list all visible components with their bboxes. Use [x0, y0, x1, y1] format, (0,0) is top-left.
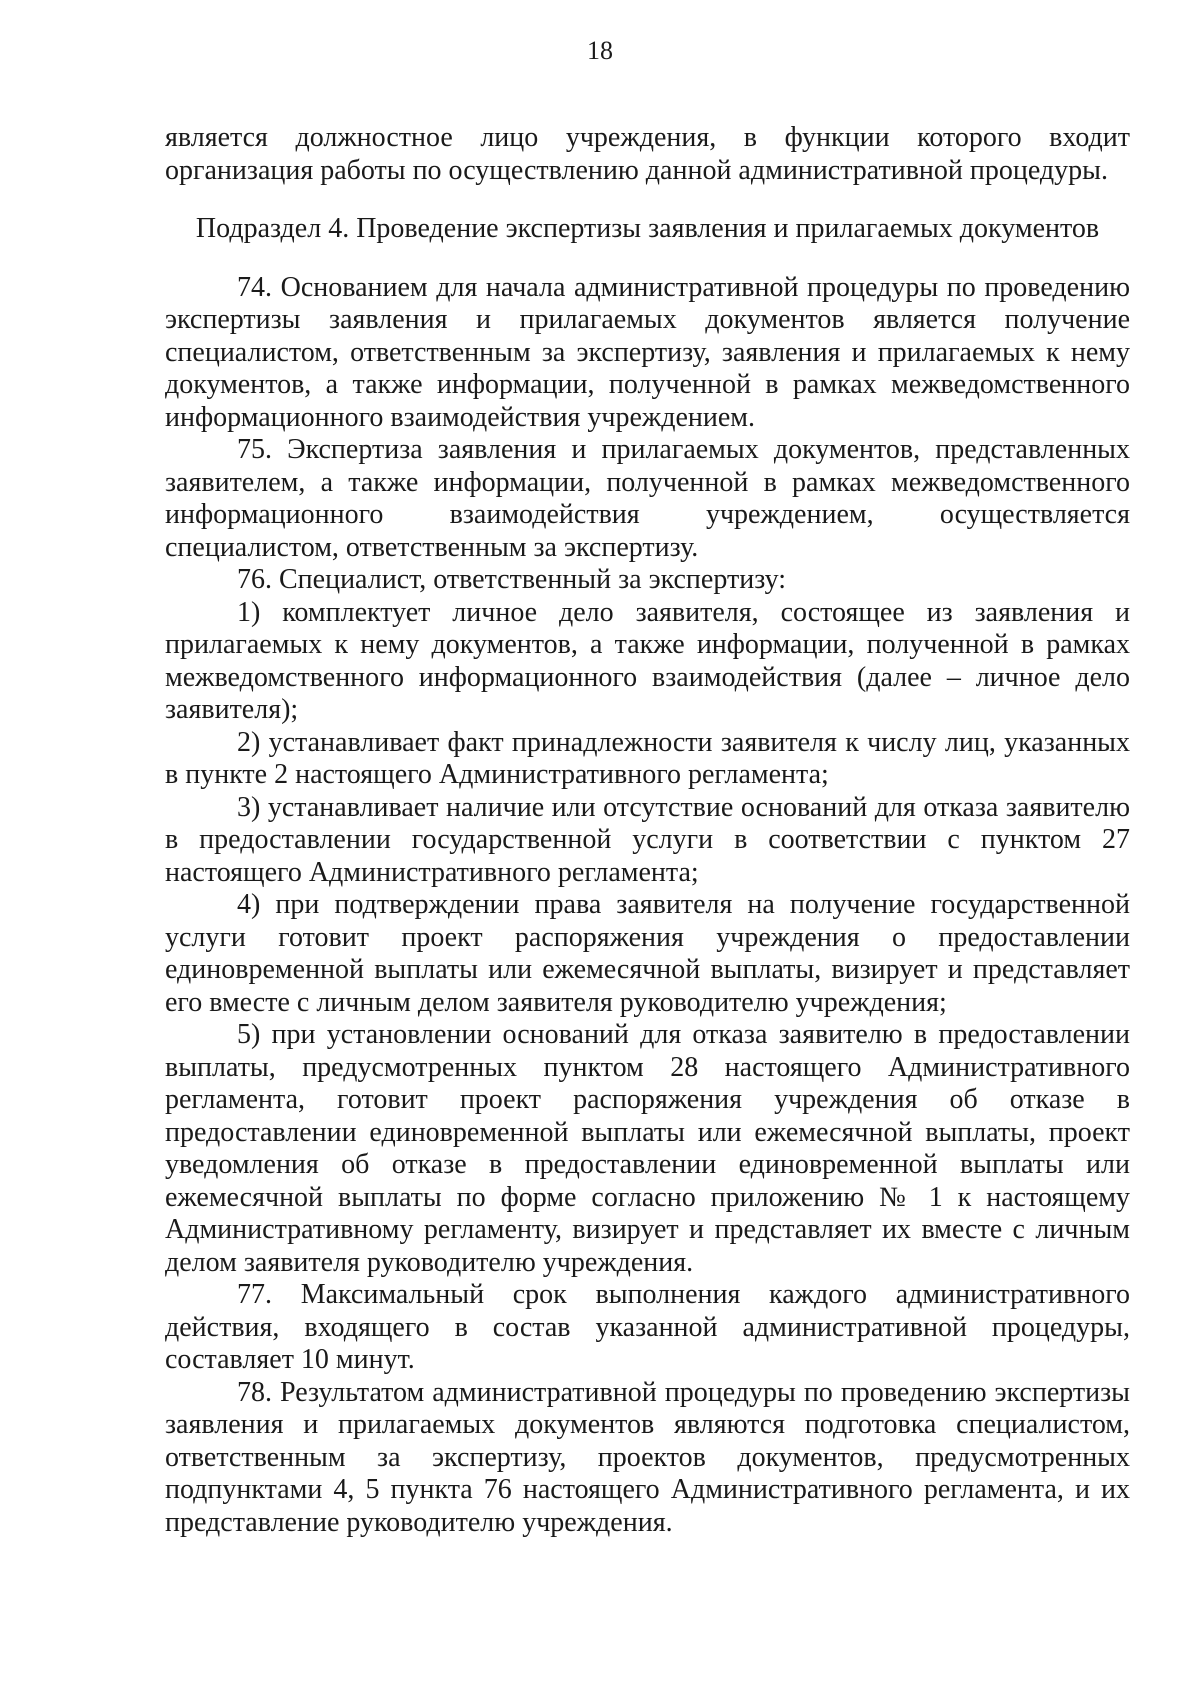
- subparagraph-76-5: 5) при установлении оснований для отказа заявителю в предоставлении выплаты, предусмотренных пунктом 28 настоящего Административного регламента, готовит проект распоряжения учреждения об отказе в предоставлении единовременной выплаты или ежемесячной выплаты, проект уведомления об отказе в предоставлении единовременной выплаты или ежемесячной выплаты по форме согласно приложению № 1 к настоящему Административному регламенту, визирует и представляет их вместе с личным делом заявителя руководителю учреждения.: [165, 1019, 1130, 1278]
- paragraph-76: 76. Специалист, ответственный за экспертизу:: [237, 564, 787, 595]
- subsection-title: Подраздел 4. Проведение экспертизы заявления и прилагаемых документов: [195, 213, 1100, 244]
- document-body: [165, 122, 1130, 1539]
- subparagraph-76-3: 3) устанавливает наличие или отсутствие оснований для отказа заявителю в предоставлении государственной услуги в соответствии с пунктом 27 настоящего Административного регламента;: [165, 791, 1130, 888]
- subparagraph-76-1: 1) комплектует личное дело заявителя, состоящее из заявления и прилагаемых к нему документов, а также информации, полученной в рамках межведомственного информационного взаимодействия (далее – личное дело заявителя);: [165, 596, 1130, 725]
- intro-paragraph: является должностное лицо учреждения, в функции которого входит организация работы по осуществлению данной административной процедуры.: [165, 122, 1130, 186]
- paragraph-77: 77. Максимальный срок выполнения каждого административного действия, входящего в состав указанной административной процедуры, составляет 10 минут.: [165, 1279, 1130, 1375]
- page-number: 18: [587, 36, 613, 65]
- paragraph-75: 75. Экспертиза заявления и прилагаемых документов, представленных заявителем, а также информации, полученной в рамках межведомственного информационного взаимодействия учреждением, осуществляется специалистом, ответственным за экспертизу.: [165, 434, 1130, 563]
- subparagraph-76-2: 2) устанавливает факт принадлежности заявителя к числу лиц, указанных в пункте 2 настоящего Административного регламента;: [165, 726, 1130, 790]
- paragraph-78: 78. Результатом административной процедуры по проведению экспертизы заявления и прилагаемых документов являются подготовка специалистом, ответственным за экспертизу, проектов документов, предусмотренных подпунктами 4, 5 пункта 76 настоящего Административного регламента, и их представление руководителю учреждения.: [165, 1376, 1130, 1538]
- subparagraph-76-4: 4) при подтверждении права заявителя на получение государственной услуги готовит проект распоряжения учреждения о предоставлении единовременной выплаты или ежемесячной выплаты, визирует и представляет его вместе с личным делом заявителя руководителю учреждения;: [165, 889, 1130, 1018]
- paragraph-74: 74. Основанием для начала административной процедуры по проведению экспертизы заявления и прилагаемых документов является получение специалистом, ответственным за экспертизу, заявления и прилагаемых к нему документов, а также информации, полученной в рамках межведомственного информационного взаимодействия учреждением.: [165, 271, 1130, 433]
